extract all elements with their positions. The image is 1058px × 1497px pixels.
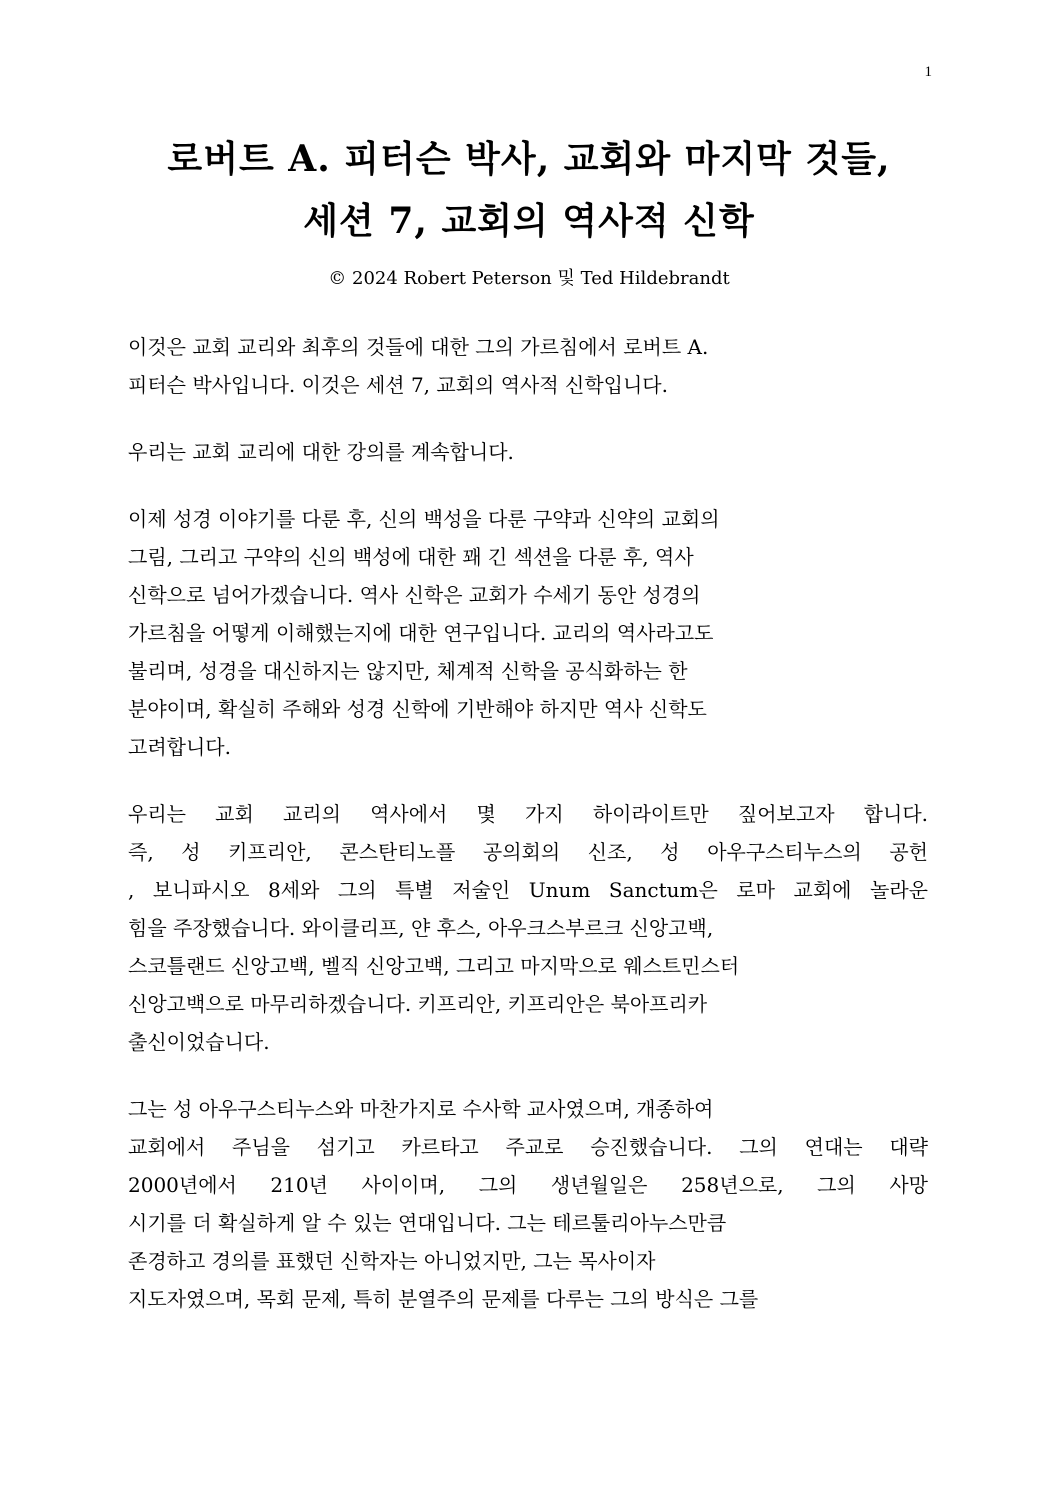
paragraph-line: 신학으로 넘어가겠습니다. 역사 신학은 교회가 수세기 동안 성경의 [128,583,701,607]
paragraph-line: 시기를 더 확실하게 알 수 있는 연대입니다. 그는 테르툴리아누스만큼 [128,1211,727,1235]
paragraph [128,500,928,766]
paragraph [128,328,928,404]
paragraph-line: 우리는 교회 교리의 역사에서 몇 가지 하이라이트만 짚어보고자 합니다. [128,802,928,826]
paragraph-line: 우리는 교회 교리에 대한 강의를 계속합니다. [128,440,514,464]
paragraph-line: 즉, 성 키프리안, 콘스탄티노플 공의회의 신조, 성 아우구스티누스의 공헌 [128,840,928,864]
paragraph-line: 분야이며, 확실히 주해와 성경 신학에 기반해야 하지만 역사 신학도 [128,697,707,721]
paragraph-line: , 보니파시오 8세와 그의 특별 저술인 Unum Sanctum은 로마 교회에 놀라운 [128,878,928,902]
body-text [128,328,928,1347]
paragraph-line: 힘을 주장했습니다. 와이클리프, 얀 후스, 아우크스부르크 신앙고백, [128,916,714,940]
paragraph-line: 가르침을 어떻게 이해했는지에 대한 연구입니다. 교리의 역사라고도 [128,621,714,645]
paragraph-line: 출신이었습니다. [128,1030,270,1054]
title-line-2: 세션 7, 교회의 역사적 신학 [303,200,755,242]
paragraph-line: 스코틀랜드 신앙고백, 벨직 신앙고백, 그리고 마지막으로 웨스트민스터 [128,954,740,978]
paragraph-line: 2000년에서 210년 사이이며, 그의 생년월일은 258년으로, 그의 사망 [128,1173,928,1197]
paragraph [128,1090,928,1318]
title-line-1: 로버트 A. 피터슨 박사, 교회와 마지막 것들, [167,138,891,180]
paragraph-line: 신앙고백으로 마무리하겠습니다. 키프리안, 키프리안은 북아프리카 [128,992,708,1016]
paragraph-line: 이제 성경 이야기를 다룬 후, 신의 백성을 다룬 구약과 신약의 교회의 [128,507,720,531]
paragraph-line: 지도자였으며, 목회 문제, 특히 분열주의 문제를 다루는 그의 방식은 그를 [128,1287,759,1311]
paragraph-line: 그림, 그리고 구약의 신의 백성에 대한 꽤 긴 섹션을 다룬 후, 역사 [128,545,694,569]
paragraph [128,433,928,471]
paragraph-line: 고려합니다. [128,735,231,759]
paragraph-line: 교회에서 주님을 섬기고 카르타고 주교로 승진했습니다. 그의 연대는 대략 [128,1135,928,1159]
paragraph-line: 불리며, 성경을 대신하지는 않지만, 체계적 신학을 공식화하는 한 [128,659,688,683]
document-title [60,128,998,252]
paragraph-line: 피터슨 박사입니다. 이것은 세션 7, 교회의 역사적 신학입니다. [128,373,668,397]
paragraph-line: 이것은 교회 교리와 최후의 것들에 대한 그의 가르침에서 로버트 A. [128,335,709,359]
copyright-notice: © 2024 Robert Peterson 및 Ted Hildebrandt [328,268,730,289]
paragraph [128,795,928,1061]
page-number: 1 [924,64,932,80]
paragraph-line: 존경하고 경의를 표했던 신학자는 아니었지만, 그는 목사이자 [128,1249,656,1273]
paragraph-line: 그는 성 아우구스티누스와 마찬가지로 수사학 교사였으며, 개종하여 [128,1097,714,1121]
